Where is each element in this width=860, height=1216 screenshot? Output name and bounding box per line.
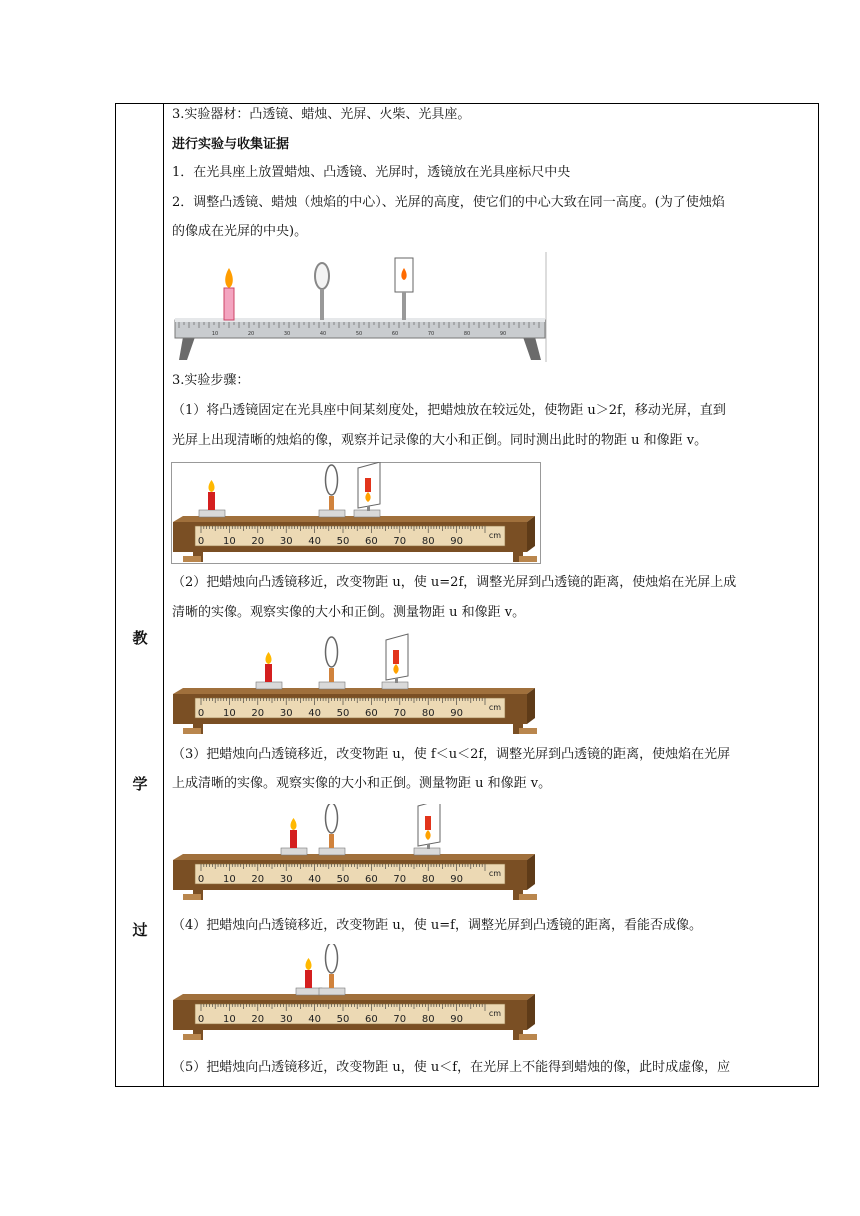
ruler-tick-label: 80: [421, 874, 435, 885]
bench-step-1-illustration: [171, 462, 541, 564]
optical-bench-illustration: [173, 252, 547, 362]
bench-scale-label: 30: [283, 331, 291, 337]
ruler-tick-label: 30: [279, 874, 293, 885]
ruler-tick-label: 70: [393, 536, 407, 547]
flame-icon: [305, 958, 311, 970]
section-heading: 进行实验与收集证据: [172, 137, 290, 152]
candle-icon: [305, 970, 312, 988]
ruler-tick-label: 40: [308, 1014, 321, 1025]
bench-scale-label: 10: [211, 331, 219, 337]
bench-step-2-illustration: [171, 632, 541, 736]
step-p3-text: （3）把蜡烛向凸透镜移近，改变物距 u，使 f＜u＜2f，调整光屏到凸透镜的距离，使烛焰在光屏: [172, 747, 731, 762]
ruler-tick-label: 0: [197, 536, 205, 547]
ruler-unit-label: cm: [488, 869, 502, 878]
section-char-jiao: 教: [132, 629, 148, 647]
candle-icon: [265, 664, 272, 682]
section-label-column: [116, 104, 164, 1086]
bench-scale-label: 90: [499, 331, 507, 337]
ruler-tick-label: 60: [365, 1014, 378, 1025]
flame-icon: [290, 818, 296, 830]
ruler-tick-label: 50: [336, 1014, 350, 1025]
candle-icon: [290, 830, 297, 848]
lesson-table: [115, 103, 819, 1087]
figure-step-2-bench: [171, 632, 541, 736]
step-p2-text: （2）把蜡烛向凸透镜移近，改变物距 u，使 u=2f，调整光屏到凸透镜的距离，使烛焰在光屏上成: [172, 575, 737, 590]
ruler-tick-label: 40: [308, 708, 321, 719]
ruler-tick-label: 20: [251, 1014, 265, 1025]
step-p1-text-cont: 光屏上出现清晰的烛焰的像，观察并记录像的大小和正倒。同时测出此时的物距 u 和像距 v。: [172, 433, 708, 448]
ruler-unit-label: cm: [488, 703, 502, 712]
figure-optical-bench-setup: [173, 252, 547, 362]
ruler-tick-label: 0: [197, 708, 205, 719]
ruler-tick-label: 90: [450, 536, 463, 547]
candle-icon: [208, 492, 215, 510]
bench-step-3-illustration: [171, 804, 541, 902]
ruler-tick-label: 20: [251, 536, 265, 547]
ruler-tick-label: 10: [223, 1014, 236, 1025]
section-char-guo: 过: [132, 921, 148, 939]
ruler-tick-label: 30: [279, 1014, 293, 1025]
figure-step-4-bench: [171, 944, 541, 1042]
ruler-tick-label: 50: [336, 874, 350, 885]
ruler-tick-label: 50: [336, 536, 350, 547]
ruler-tick-label: 40: [308, 874, 321, 885]
ruler-tick-label: 20: [251, 874, 265, 885]
ruler-tick-label: 60: [365, 708, 378, 719]
steps-title: 3.实验步骤：: [172, 373, 250, 388]
step-p1-text: （1）将凸透镜固定在光具座中间某刻度处，把蜡烛放在较远处，使物距 u＞2f，移动光屏，直到: [172, 403, 726, 418]
lens-icon: [326, 465, 338, 495]
ruler-tick-label: 20: [251, 708, 265, 719]
ruler-tick-label: 10: [223, 708, 236, 719]
ruler-tick-label: 80: [421, 536, 435, 547]
bench-scale-label: 60: [391, 331, 399, 337]
figure-step-3-bench: [171, 804, 541, 902]
ruler-tick-label: 70: [393, 874, 407, 885]
ruler-tick-label: 30: [279, 708, 293, 719]
ruler-tick-label: 30: [279, 536, 293, 547]
materials-text: 3.实验器材：凸透镜、蜡烛、光屏、火柴、光具座。: [172, 107, 471, 122]
ruler-tick-label: 70: [393, 1014, 407, 1025]
bench-scale-label: 80: [463, 331, 471, 337]
step-p5-text: （5）把蜡烛向凸透镜移近，改变物距 u，使 u＜f，在光屏上不能得到蜡烛的像，此时成虚像，应: [172, 1060, 731, 1075]
ruler-unit-label: cm: [488, 1009, 502, 1018]
ruler-tick-label: 0: [197, 1014, 205, 1025]
bench-scale-label: 40: [319, 331, 327, 337]
ruler-tick-label: 70: [393, 708, 407, 719]
step-p3-text-cont: 上成清晰的实像。观察实像的大小和正倒。测量物距 u 和像距 v。: [172, 776, 552, 791]
ruler-tick-label: 10: [223, 536, 236, 547]
ruler-tick-label: 90: [450, 874, 463, 885]
lens-icon: [326, 804, 338, 833]
ruler-tick-label: 10: [223, 874, 236, 885]
lens-icon: [326, 637, 338, 667]
figure-step-1-bench: [171, 462, 541, 564]
ruler-tick-label: 90: [450, 1014, 463, 1025]
bench-scale-label: 20: [247, 331, 255, 337]
ruler-tick-label: 80: [421, 1014, 435, 1025]
ruler-tick-label: 60: [365, 874, 378, 885]
ruler-tick-label: 60: [365, 536, 378, 547]
ruler-tick-label: 90: [450, 708, 463, 719]
bench-scale-label: 50: [355, 331, 363, 337]
ruler-tick-label: 40: [308, 536, 321, 547]
step-p2-text-cont: 清晰的实像。观察实像的大小和正倒。测量物距 u 和像距 v。: [172, 605, 526, 620]
lens-icon: [326, 944, 338, 973]
step-1-text: 1．在光具座上放置蜡烛、凸透镜、光屏时，透镜放在光具座标尺中央: [172, 165, 571, 180]
bench-step-4-illustration: [171, 944, 541, 1042]
ruler-tick-label: 0: [197, 874, 205, 885]
step-2-text-cont: 的像成在光屏的中央)。: [172, 224, 308, 239]
ruler-unit-label: cm: [488, 531, 502, 540]
ruler-tick-label: 80: [421, 708, 435, 719]
lens-icon: [315, 263, 329, 289]
ruler-tick-label: 50: [336, 708, 350, 719]
content-cell: [164, 104, 818, 1086]
section-char-xue: 学: [132, 775, 148, 793]
bench-scale-label: 70: [427, 331, 435, 337]
step-p4-text: （4）把蜡烛向凸透镜移近，改变物距 u，使 u=f，调整光屏到凸透镜的距离，看能否成像。: [172, 918, 702, 933]
flame-icon: [265, 652, 271, 664]
step-2-text: 2．调整凸透镜、蜡烛（烛焰的中心）、光屏的高度，使它们的中心大致在同一高度。(为了使烛焰: [172, 195, 725, 210]
